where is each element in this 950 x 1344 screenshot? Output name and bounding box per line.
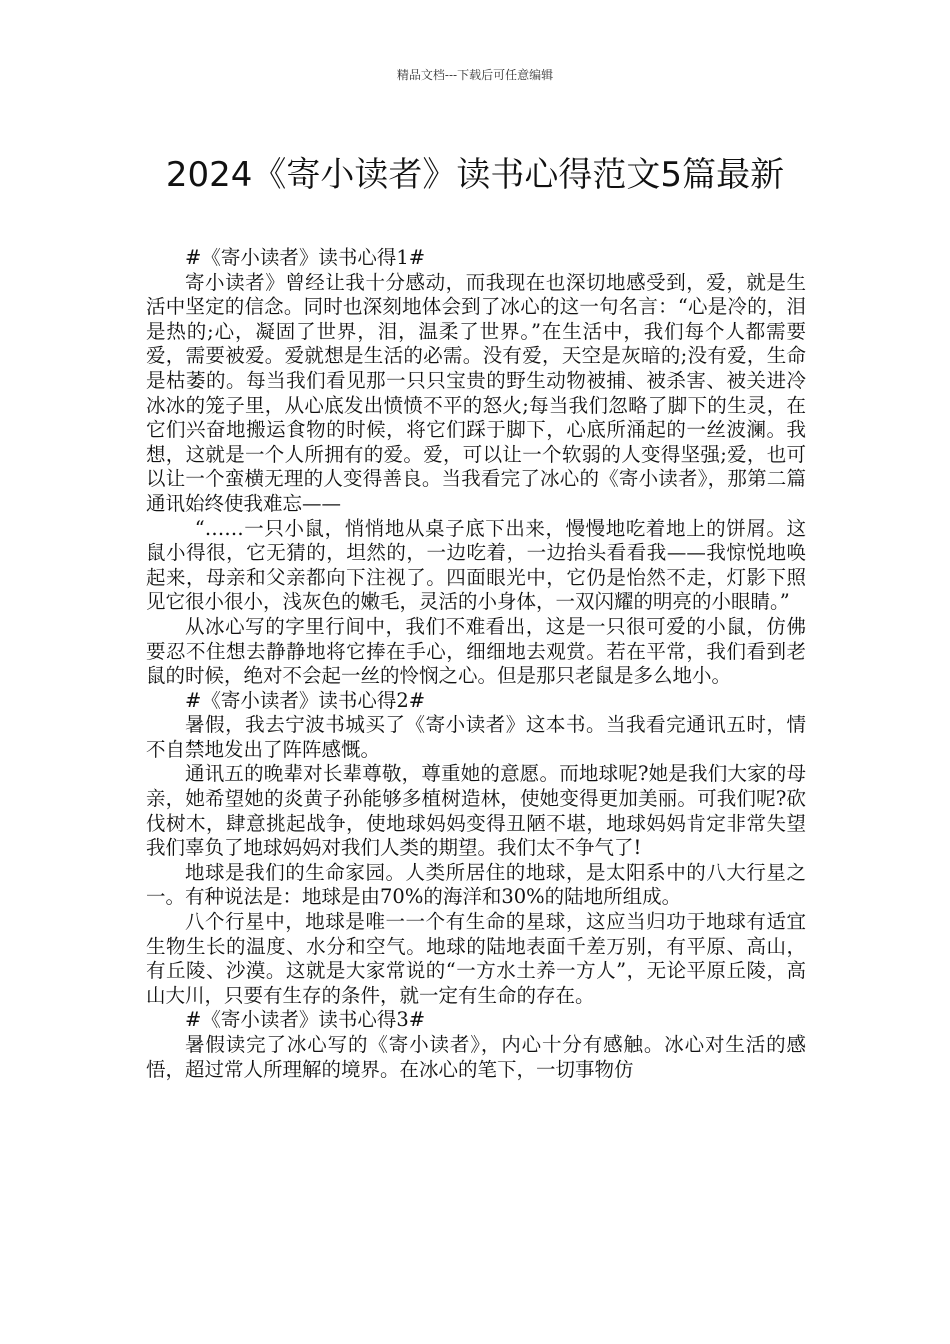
paragraph: 通讯五的晚辈对长辈尊敬，尊重她的意愿。而地球呢?她是我们大家的母亲，她希望她的炎黄子孙能够多植树造林，使她变得更加美丽。可我们呢?砍伐树木，肆意挑起战争，使地球妈妈变得丑陋不堪，地球妈妈肯定非常失望我们辜负了地球妈妈对我们人类的期望。我们太不争气了! <box>146 762 806 860</box>
section-heading-2: #《寄小读者》读书心得2# <box>185 688 426 712</box>
header-note: 精品文档---下载后可任意编辑 <box>396 68 554 82</box>
section-heading-1: #《寄小读者》读书心得1# <box>185 246 426 269</box>
paragraph: 暑假，我去宁波书城买了《寄小读者》这本书。当我看完通讯五时，情不自禁地发出了阵阵感慨。 <box>146 713 806 761</box>
paragraph: 寄小读者》曾经让我十分感动，而我现在也深切地感受到，爱，就是生活中坚定的信念。同时也深刻地体会到了冰心的这一句名言：“心是冷的，泪是热的;心，凝固了世界，泪，温柔了世界。”在生活中，我们每个人都需要爱，需要被爱。爱就想是生活的必需。没有爱，天空是灰暗的;没有爱，生命是枯萎的。每当我们看见那一只只宝贵的野生动物被捕、被杀害、被关进冷冰冰的笼子里，从心底发出愤愤不平的怒火;每当我们忽略了脚下的生灵，在它们兴奋地搬运食物的时候，将它们踩于脚下，心底所涌起的一丝波澜。我想，这就是一个人所拥有的爱。爱，可以让一个软弱的人变得坚强;爱，也可以让一个蛮横无理的人变得善良。当我看完了冰心的《寄小读者》，那第二篇通讯始终使我难忘—— <box>146 270 806 515</box>
document-title: 2024《寄小读者》读书心得范文5篇最新 <box>165 154 785 195</box>
paragraph: 暑假读完了冰心写的《寄小读者》，内心十分有感触。冰心对生活的感悟，超过常人所理解的境界。在冰心的笔下，一切事物仿 <box>146 1033 806 1081</box>
paragraph: 八个行星中，地球是唯一一个有生命的星球，这应当归功于地球有适宜生物生长的温度、水分和空气。地球的陆地表面千差万别，有平原、高山，有丘陵、沙漠。这就是大家常说的“一方水土养一方人”，无论平原丘陵，高山大川，只要有生存的条件，就一定有生命的存在。 <box>146 910 806 1007</box>
document-body <box>146 246 806 1082</box>
quote-paragraph: “……一只小鼠，悄悄地从桌子底下出来，慢慢地吃着地上的饼屑。这鼠小得很，它无猜的，坦然的，一边吃着，一边抬头看看我——我惊悦地唤起来，母亲和父亲都向下注视了。四面眼光中，它仍是怡然不走，灯影下照见它很小很小，浅灰色的嫩毛，灵活的小身体，一双闪耀的明亮的小眼睛。” <box>146 516 806 614</box>
section-heading-3: #《寄小读者》读书心得3# <box>185 1008 426 1032</box>
paragraph: 地球是我们的生命家园。人类所居住的地球，是太阳系中的八大行星之一。有种说法是：地球是由70%的海洋和30%的陆地所组成。 <box>146 860 806 909</box>
paragraph: 从冰心写的字里行间中，我们不难看出，这是一只很可爱的小鼠，仿佛要忍不住想去静静地将它捧在手心，细细地去观赏。若在平常，我们看到老鼠的时候，绝对不会起一丝的怜悯之心。但是那只老鼠是多么地小。 <box>146 614 806 688</box>
